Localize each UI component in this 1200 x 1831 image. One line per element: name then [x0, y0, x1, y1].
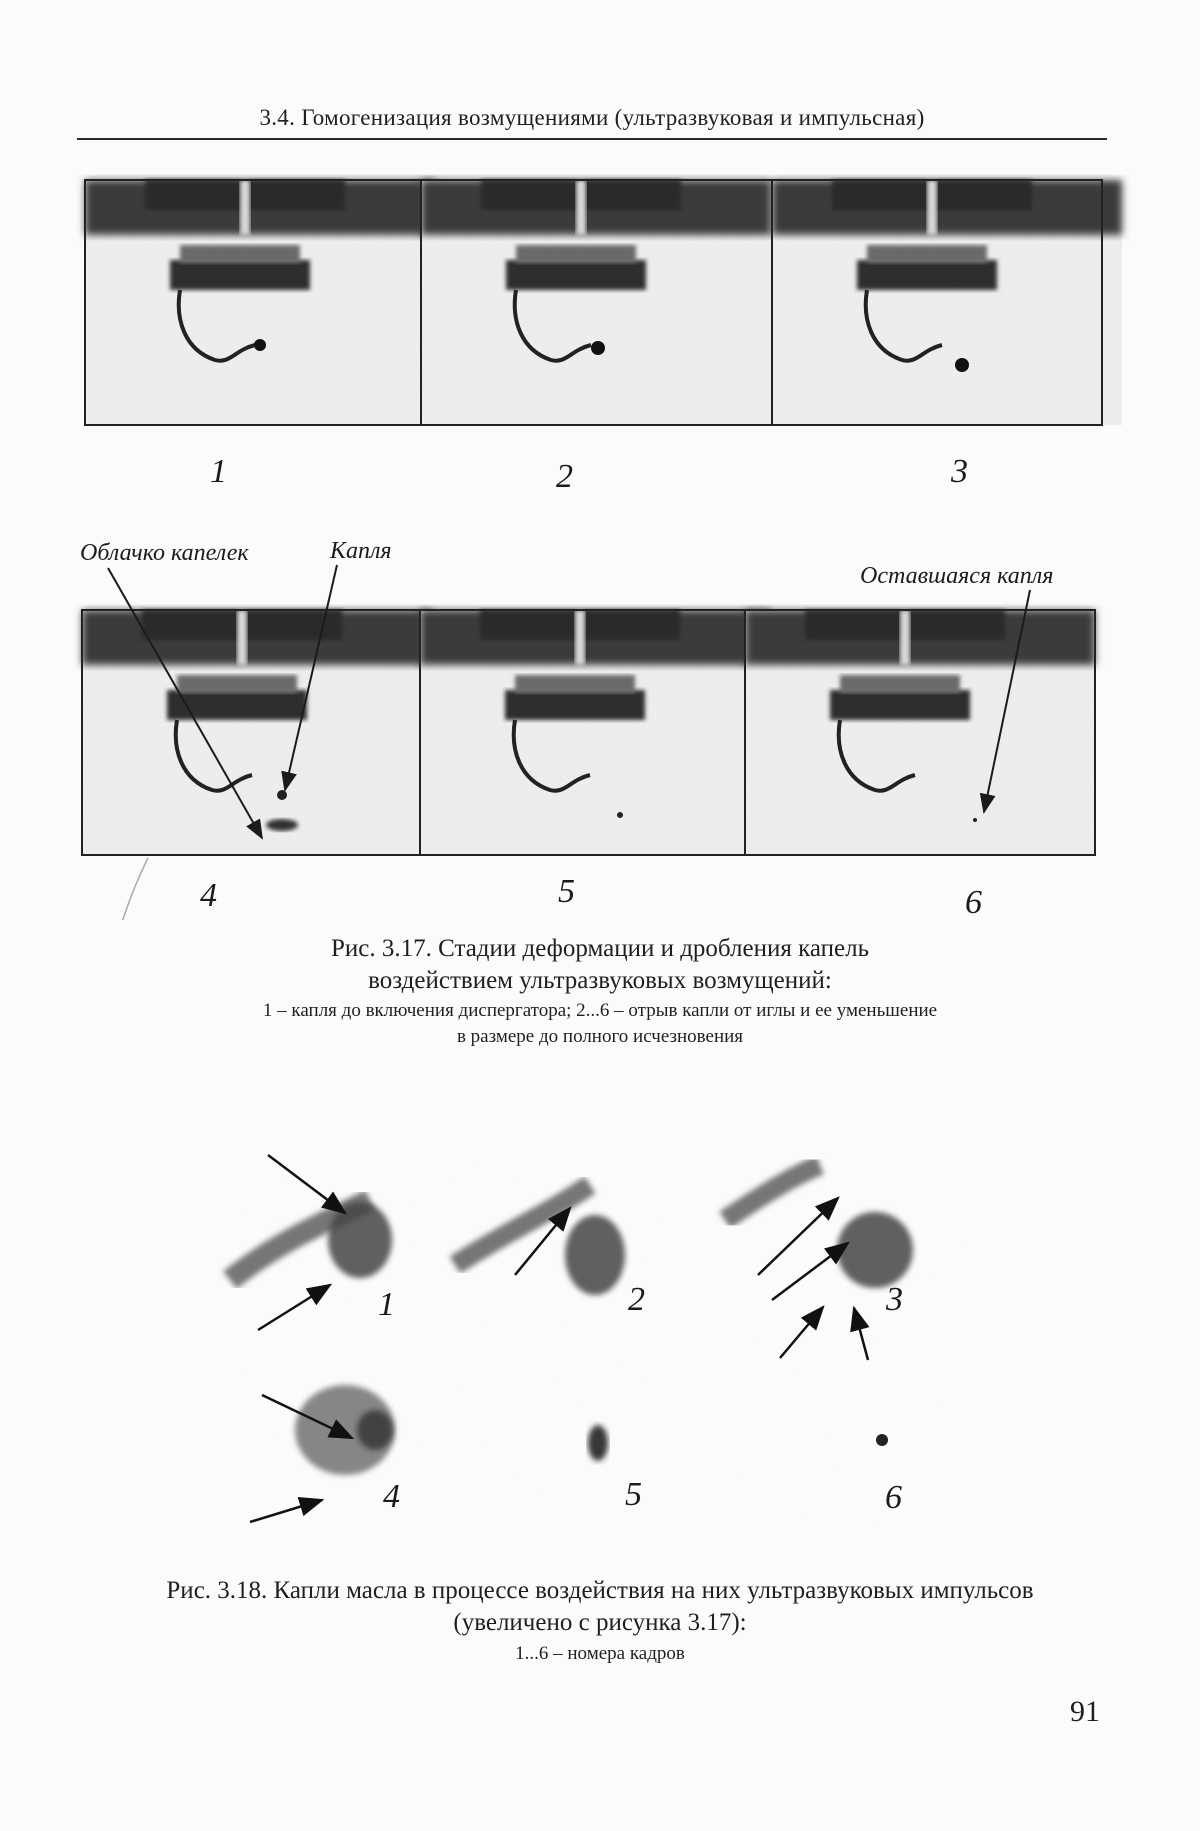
figure-3-17-caption-line1: Рис. 3.17. Стадии деформации и дробления капель [330, 935, 869, 962]
frame-label-4: 4 [200, 877, 217, 914]
figure-3-18-caption-line1: Рис. 3.18. Капли масла в процессе воздействия на них ультразвуковых импульсов [166, 1577, 1034, 1604]
figure-3-18-note-line1: 1...6 – номера кадров [515, 1643, 685, 1664]
callout-remaining: Оставшаяся капля [860, 563, 1054, 589]
frame-label-1: 1 [210, 453, 227, 490]
zoom-panel-5 [450, 1360, 730, 1530]
zoom-panel-3 [720, 1150, 965, 1360]
page-number: 91 [1070, 1695, 1100, 1728]
zoom-panel-1 [225, 1150, 440, 1345]
zoom-panel-2 [450, 1150, 705, 1345]
zoom-label-1: 1 [378, 1286, 395, 1323]
zoom-label-3: 3 [886, 1281, 903, 1318]
figure-3-17-note [100, 998, 1100, 1050]
running-header: 3.4. Гомогенизация возмущениями (ультразвуковая и импульсная) [259, 105, 925, 130]
frame-label-6: 6 [965, 884, 982, 920]
figure-3-17-caption-line2: воздействием ультразвуковых возмущений: [368, 967, 832, 994]
photo-frame-2 [421, 180, 771, 425]
frame-label-3: 3 [951, 453, 968, 490]
zoom-label-4: 4 [383, 1478, 400, 1515]
figure-3-18-caption [100, 1575, 1100, 1639]
photo-frame-4 [82, 610, 432, 855]
photo-frame-5 [420, 610, 770, 855]
frame-label-5: 5 [558, 873, 575, 910]
callout-drop: Капля [330, 538, 392, 564]
figure-3-18-note [100, 1641, 1100, 1667]
zoom-label-6: 6 [885, 1479, 902, 1516]
figure-3-17-caption [100, 933, 1100, 997]
frame-label-2: 2 [556, 458, 573, 495]
zoom-panel-6 [720, 1360, 965, 1530]
figure-3-17-note-line2: в размере до полного исчезновения [456, 1026, 744, 1047]
photo-frame-6 [745, 610, 1095, 855]
zoom-label-5: 5 [625, 1476, 642, 1513]
callout-cloud: Облачко капелек [80, 540, 249, 566]
figure-3-17-note-line1: 1 – капля до включения диспергатора; 2...6 – отрыв капли от иглы и ее уменьшение [262, 1000, 938, 1021]
zoom-label-2: 2 [628, 1281, 645, 1318]
figure-3-18-caption-line2: (увеличено с рисунка 3.17): [453, 1609, 747, 1636]
figure-3-18 [0, 1130, 1200, 1550]
zoom-panel-4 [225, 1360, 440, 1530]
photo-frame-1 [85, 180, 435, 425]
photo-frame-3 [772, 180, 1122, 425]
